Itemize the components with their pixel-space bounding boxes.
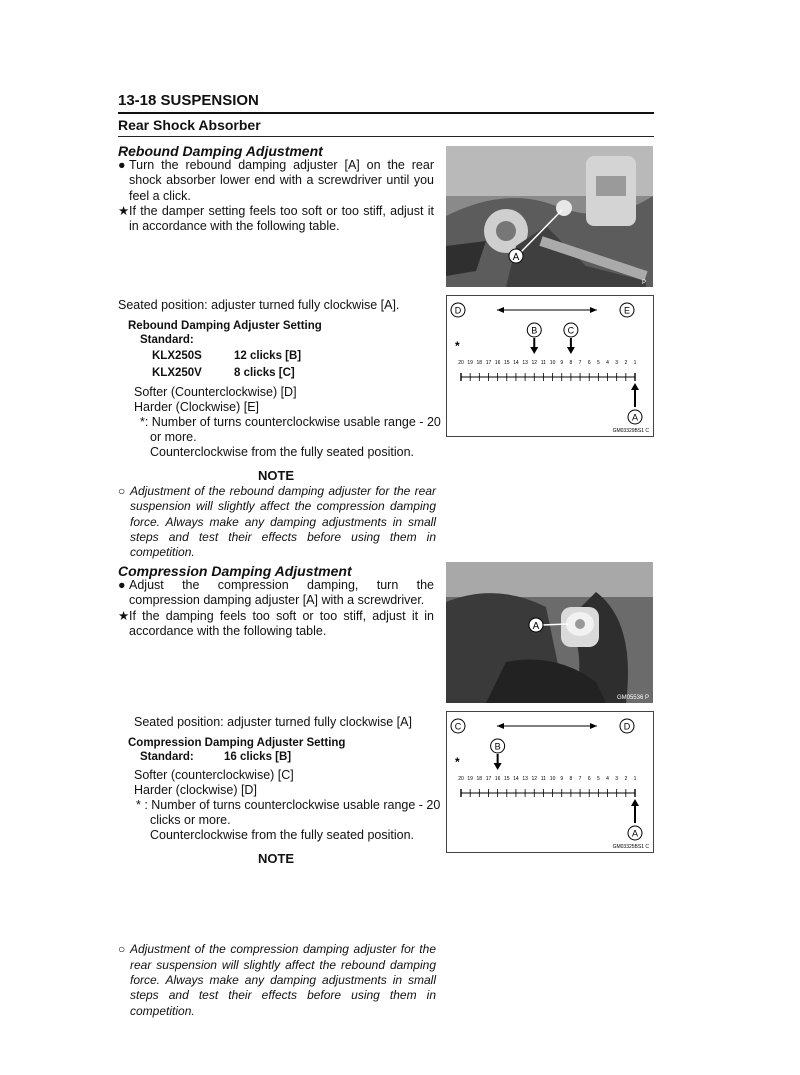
tick-label: 14 [513, 776, 519, 782]
photo-callout-a: A [512, 252, 520, 263]
range-left-label [451, 303, 465, 317]
tick-label: 1 [633, 360, 637, 366]
tick-label: 9 [560, 776, 564, 782]
tick-label: 3 [615, 360, 619, 366]
bullet-icon: ● [118, 578, 126, 592]
usable-range-star: * [455, 755, 460, 769]
tick-label: 19 [467, 776, 473, 782]
compression-seated: Seated position: adjuster turned fully clockwise [A] [134, 715, 412, 729]
tick-label: 18 [476, 776, 483, 782]
photo-callout-a: A [532, 621, 540, 632]
svg-text:D: D [623, 721, 631, 732]
tick-label: 1 [633, 776, 637, 782]
setting-marker-b [491, 739, 505, 753]
compression-note [118, 942, 436, 1018]
rebound-footnote-2: Counterclockwise from the fully seated position. [150, 445, 415, 459]
compression-adjuster-photo [446, 562, 653, 703]
tick-label: 11 [540, 776, 547, 782]
range-arrow [497, 307, 597, 313]
note-text: Adjustment of the compression damping adjuster for the rear suspension will slightly affect the rebound damping force. Always make any damping adjustments in small steps and test their effects before using them in competition. [130, 942, 436, 1018]
tick-label: 8 [569, 360, 573, 366]
rebound-table-title: Rebound Damping Adjuster Setting [128, 320, 322, 332]
setting-marker-c [564, 323, 578, 337]
rebound-row-value: 8 clicks [C] [234, 367, 295, 379]
rebound-seated: Seated position: adjuster turned fully clockwise [A]. [118, 298, 400, 312]
tick-label: 17 [485, 776, 492, 782]
tick-label: 8 [569, 776, 573, 782]
tick-label: 13 [522, 360, 528, 366]
tick-label: 4 [606, 360, 609, 366]
compression-standard-value: 16 clicks [B] [224, 751, 292, 763]
rebound-adjuster-photo [446, 146, 653, 287]
compression-footnote-2: Counterclockwise from the fully seated position. [150, 828, 415, 842]
tick-label: 7 [578, 776, 582, 782]
list-item [118, 204, 434, 235]
tick-label: 10 [549, 360, 556, 366]
photo-code: GM05536 P [616, 695, 649, 701]
tick-label: 20 [458, 360, 464, 366]
figure-code: GM03325BS1 C [612, 844, 649, 850]
compression-softer: Softer (counterclockwise) [C] [134, 768, 294, 782]
svg-text:A: A [631, 412, 639, 423]
compression-footnote: * : Number of turns counterclockwise usable range - 20 clicks or more. [136, 798, 441, 828]
rebound-harder: Harder (Clockwise) [E] [134, 400, 260, 414]
list-item [118, 609, 434, 640]
tick-label: 9 [560, 360, 564, 366]
click-scale [461, 789, 635, 797]
tick-label: 12 [531, 360, 538, 366]
list-item [118, 578, 434, 609]
rebound-click-diagram [446, 295, 654, 437]
range-left-label [451, 719, 465, 733]
tick-label: 5 [596, 360, 600, 366]
seated-label-a [628, 410, 642, 424]
range-arrow [497, 723, 597, 729]
star-icon: ★ [118, 608, 130, 623]
rebound-softer: Softer (Counterclockwise) [D] [134, 385, 297, 399]
rebound-footnote: *: Number of turns counterclockwise usable range - 20 or more. [140, 415, 441, 445]
rebound-note [118, 484, 436, 560]
svg-text:D: D [454, 305, 462, 316]
tick-label: 11 [540, 360, 547, 366]
step-text: If the damping feels too soft or too stiff, adjust it in accordance with the following table. [129, 608, 434, 638]
tick-label: 7 [578, 360, 582, 366]
tick-label: 16 [494, 776, 501, 782]
note-title: NOTE [257, 468, 295, 483]
tick-label: 18 [476, 360, 483, 366]
page-title: 13-18 SUSPENSION [118, 92, 259, 109]
tick-label: 6 [587, 776, 591, 782]
rebound-row-model: KLX250S [152, 350, 202, 362]
seated-arrow [631, 383, 639, 407]
list-item [118, 158, 434, 204]
note-title: NOTE [257, 851, 295, 866]
title-rule [118, 112, 654, 114]
step-text: Turn the rebound damping adjuster [A] on the rear shock absorber lower end with a screwdriver until you feel a click. [129, 158, 434, 203]
usable-range-star: * [455, 339, 460, 353]
hollow-bullet-icon: ○ [118, 942, 126, 957]
tick-label: 3 [615, 776, 619, 782]
tick-label: 4 [606, 776, 609, 782]
compression-table-title: Compression Damping Adjuster Setting [128, 737, 346, 749]
svg-text:C: C [454, 721, 462, 732]
compression-standard-label: Standard: [140, 751, 194, 763]
tick-label: 12 [531, 776, 538, 782]
svg-text:E: E [623, 305, 631, 316]
setting-arrow [567, 338, 575, 354]
compression-harder: Harder (clockwise) [D] [134, 783, 257, 797]
rebound-steps [118, 158, 434, 234]
tick-label: 5 [596, 776, 600, 782]
figure-code: GM03329BS1 C [612, 428, 649, 434]
subtitle-rule [118, 136, 654, 137]
tick-label: 19 [467, 360, 473, 366]
range-right-label [620, 719, 634, 733]
tick-label: 17 [485, 360, 492, 366]
svg-text:B: B [494, 741, 501, 752]
compression-click-diagram [446, 711, 654, 853]
setting-arrow [494, 754, 502, 770]
photo-code: P [641, 280, 646, 286]
tick-label: 16 [494, 360, 501, 366]
rebound-heading: Rebound Damping Adjustment [118, 143, 323, 159]
tick-label: 10 [549, 776, 556, 782]
tick-label: 20 [458, 776, 464, 782]
svg-text:C: C [567, 325, 575, 336]
step-text: If the damper setting feels too soft or too stiff, adjust it in accordance with the following table. [129, 203, 434, 234]
rebound-row-model: KLX250V [152, 367, 202, 379]
tick-label: 15 [504, 776, 510, 782]
hollow-bullet-icon: ○ [118, 484, 126, 498]
tick-label: 6 [587, 360, 591, 366]
click-scale [461, 373, 635, 381]
tick-label: 2 [624, 776, 628, 782]
rebound-row-value: 12 clicks [B] [234, 350, 302, 362]
setting-marker-b [527, 323, 541, 337]
tick-label: 15 [504, 360, 510, 366]
seated-label-a [628, 826, 642, 840]
tick-label: 14 [513, 360, 519, 366]
rebound-standard-label: Standard: [140, 334, 194, 346]
page-subtitle: Rear Shock Absorber [118, 117, 261, 133]
setting-arrow [530, 338, 538, 354]
note-text: Adjustment of the rebound damping adjuster for the rear suspension will slightly affect the compression damping force. Always make any damping adjustments in small steps and test their effects before using them in competition. [130, 484, 436, 560]
svg-text:A: A [631, 828, 639, 839]
tick-label: 2 [624, 360, 628, 366]
svg-text:B: B [531, 325, 538, 336]
compression-heading: Compression Damping Adjustment [118, 563, 352, 579]
range-right-label [620, 303, 634, 317]
tick-label: 13 [522, 776, 528, 782]
bullet-icon: ● [118, 158, 126, 172]
compression-steps [118, 578, 434, 639]
seated-arrow [631, 799, 639, 823]
star-icon: ★ [118, 203, 130, 218]
step-text: Adjust the compression damping, turn the compression damping adjuster [A] with a screwdriver. [129, 578, 434, 608]
